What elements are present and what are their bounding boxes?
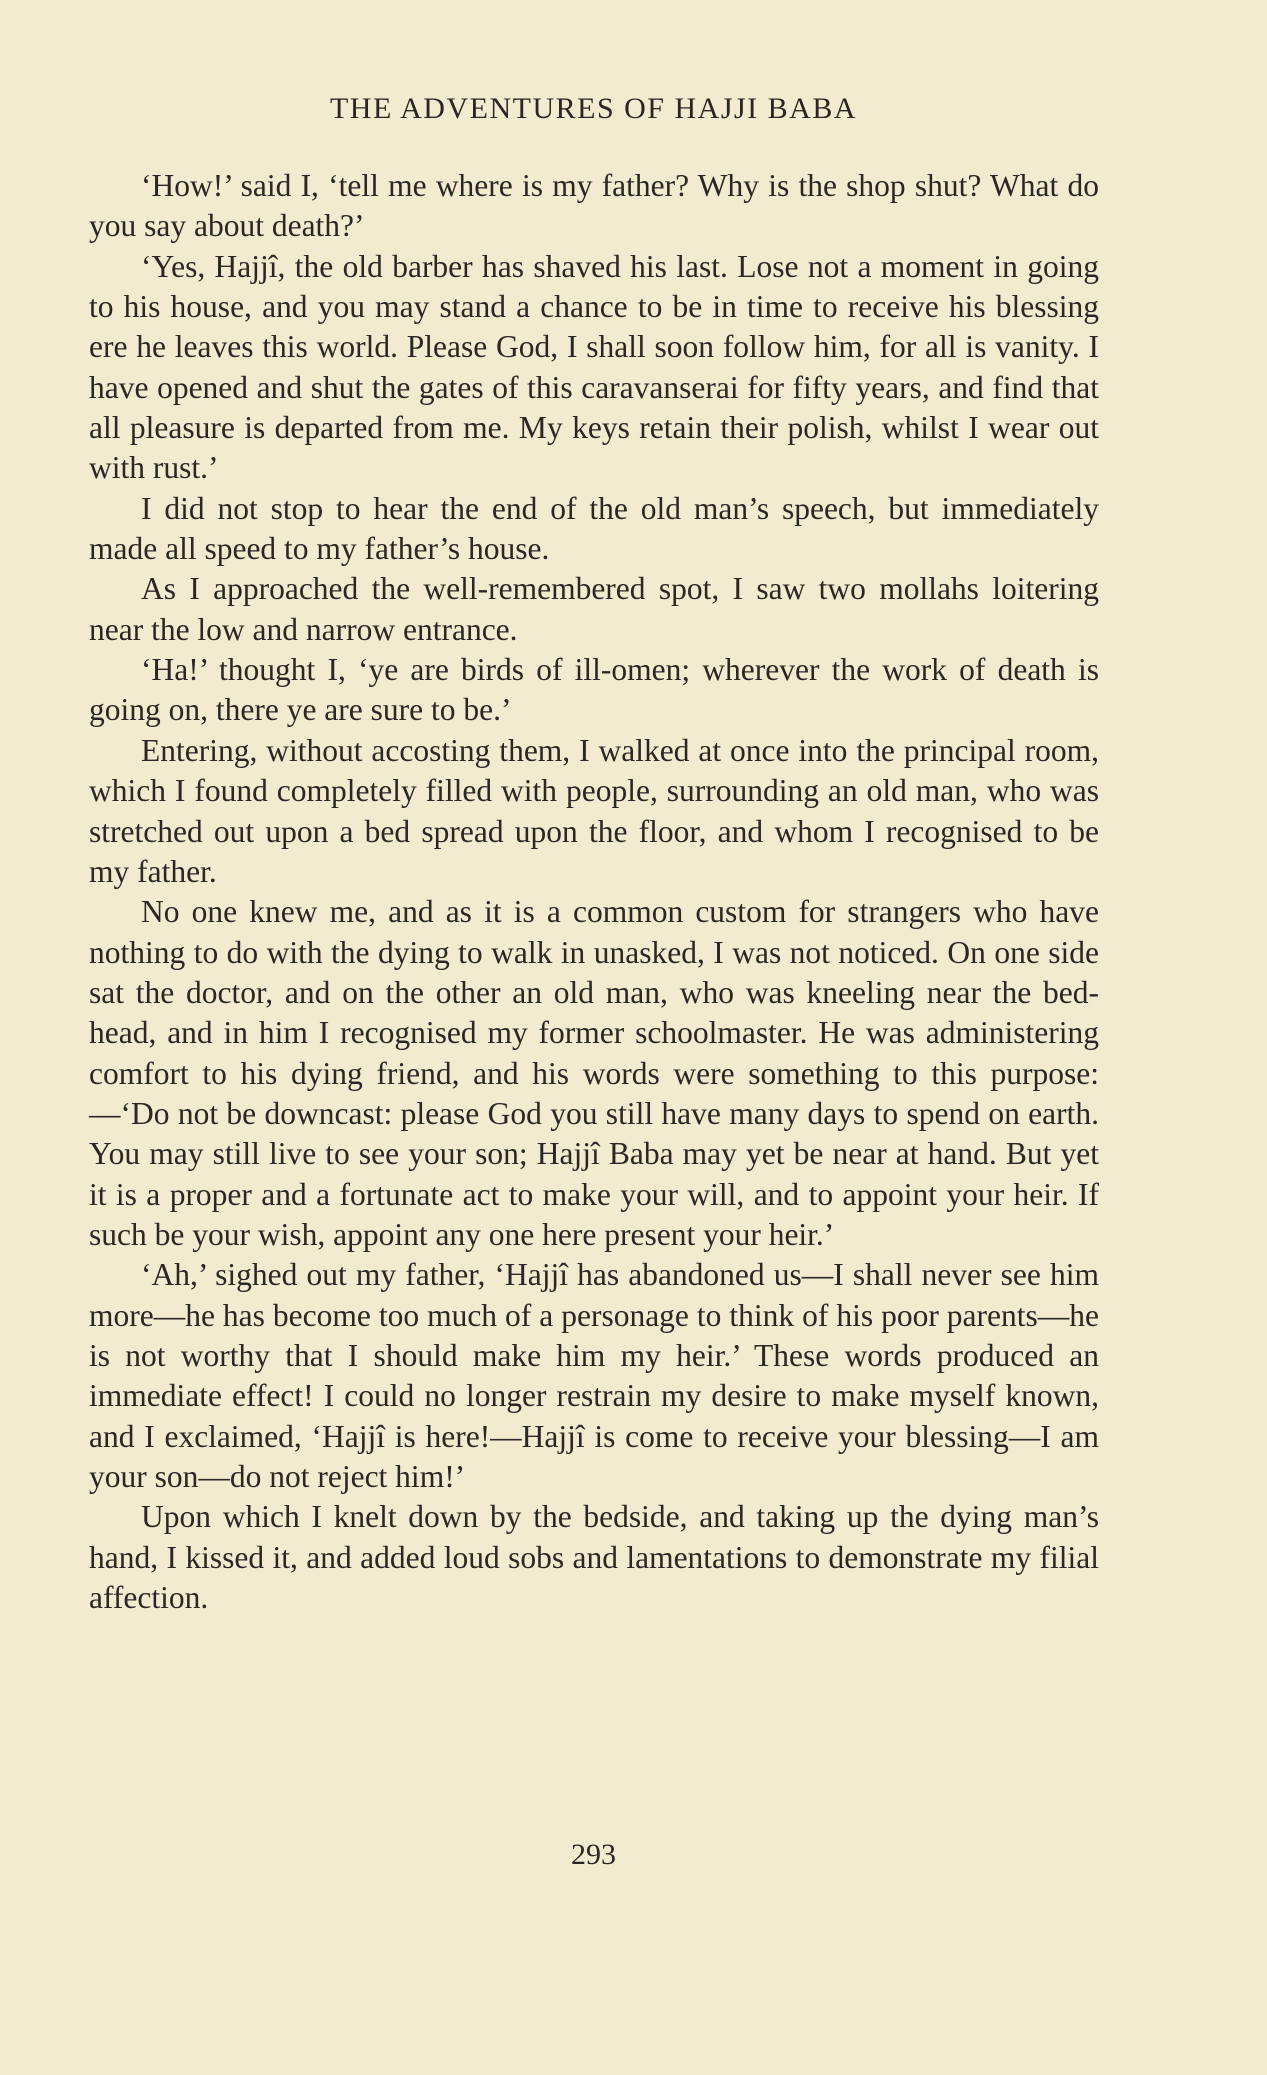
paragraph: I did not stop to hear the end of the old man’s speech, but immediately made all speed to my father’s house. [89, 490, 1099, 567]
paragraph: Upon which I knelt down by the bedside, and taking up the dying man’s hand, I kissed it, and added loud sobs and lamentations to demonstrate my filial affection. [89, 1499, 1099, 1616]
paragraph: ‘How!’ said I, ‘tell me where is my father? Why is the shop shut? What do you say about death?’ [89, 168, 1099, 244]
body-text [89, 166, 1099, 1618]
paragraph: As I approached the well-remembered spot, I saw two mollahs loitering near the low and narrow entrance. [89, 571, 1099, 647]
paragraph: ‘Ha!’ thought I, ‘ye are birds of ill-omen; wherever the work of death is going on, there ye are sure to be.’ [89, 652, 1099, 728]
paragraph: ‘Ah,’ sighed out my father, ‘Hajjî has abandoned us—I shall never see him more—he has become too much of a personage to think of his poor parents—he is not worthy that I should make him my heir.’ These words produced an immediate effect! I could no longer restrain my desire to make myself known, and I exclaimed, ‘Hajjî is here!—Hajjî is come to receive your blessing—I am your son—do not reject him!’ [89, 1257, 1099, 1494]
paragraph: ‘Yes, Hajjî, the old barber has shaved his last. Lose not a moment in going to his house, and you may stand a chance to be in time to receive his blessing ere he leaves this world. Please God, I shall soon follow him, for all is vanity. I have opened and shut the gates of this caravanserai for fifty years, and find that all pleasure is departed from me. My keys retain their polish, whilst I wear out with rust.’ [89, 248, 1099, 486]
page-number: 293 [571, 1838, 616, 1871]
paragraph: No one knew me, and as it is a common custom for strangers who have nothing to do with the dying to walk in unasked, I was not noticed. On one side sat the doctor, and on the other an old man, who was kneeling near the bed-head, and in him I recognised my former schoolmaster. He was administering comfort to his dying friend, and his words were something to this purpose:—‘Do not be downcast: please God you still have many days to spend on earth. You may still live to see your son; Hajjî Baba may yet be near at hand. But yet it is a proper and a fortunate act to make your will, and to appoint your heir. If such be your wish, appoint any one here present your heir.’ [89, 894, 1099, 1252]
paragraph: Entering, without accosting them, I walked at once into the principal room, which I found completely filled with people, surrounding an old man, who was stretched out upon a bed spread upon the floor, and whom I recognised to be my father. [89, 732, 1099, 889]
running-head: THE ADVENTURES OF HAJJI BABA [329, 92, 858, 125]
